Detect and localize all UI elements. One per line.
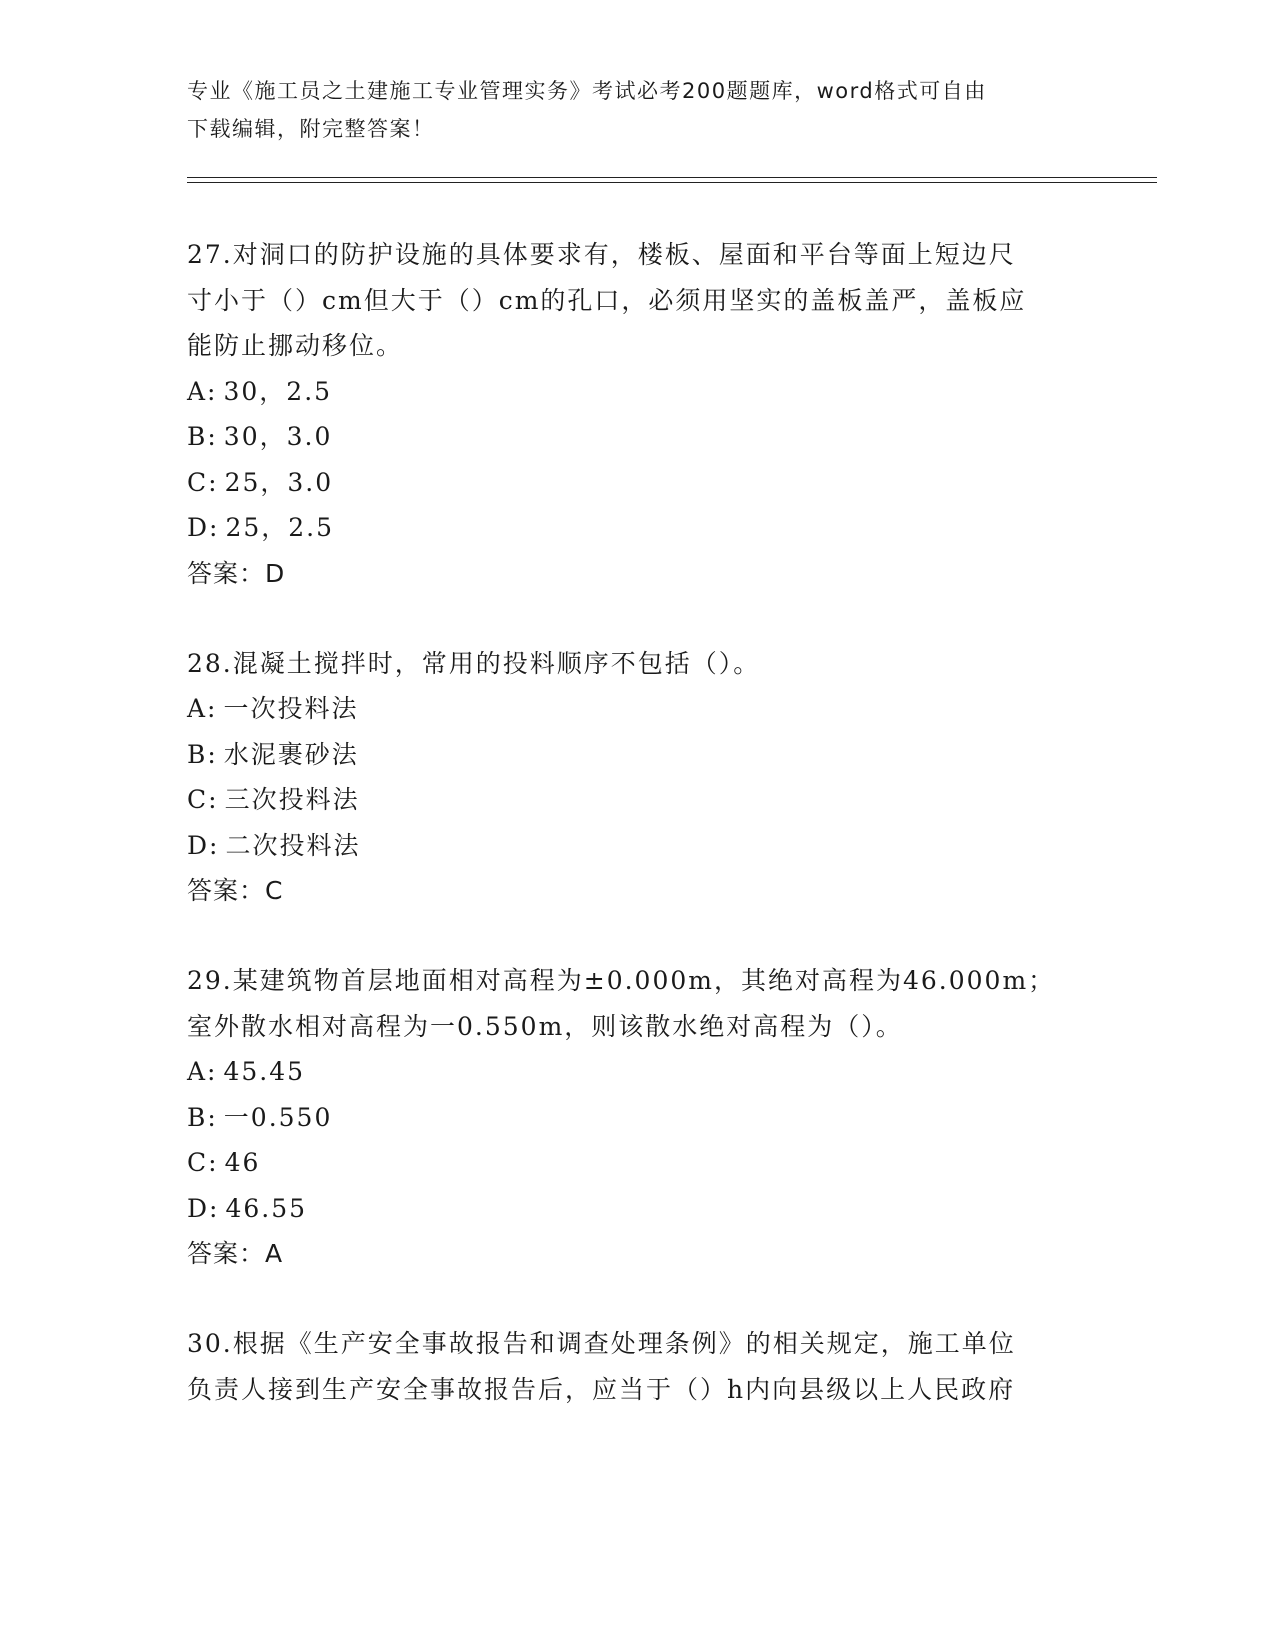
document-header (187, 72, 1087, 148)
option-text: 45.45 (223, 1057, 306, 1086)
question-text-line: 负责人接到生产安全事故报告后，应当于（）h内向县级以上人民政府 (187, 1374, 1016, 1404)
question-text-line: 室外散水相对高程为一0.550m，则该散水绝对高程为（）。 (187, 1011, 903, 1041)
option-text: 25，3.0 (224, 467, 334, 497)
answer-line: 答案：C (187, 876, 284, 905)
header-divider-bottom (187, 182, 1157, 183)
question-text-line: 30.根据《生产安全事故报告和调查处理条例》的相关规定，施工单位 (187, 1329, 1016, 1358)
question-text-line: 能防止挪动移位。 (187, 331, 404, 360)
option-letter: A: (187, 694, 218, 723)
option-letter: B: (187, 422, 218, 451)
option-letter: B: (187, 1102, 218, 1132)
option-letter: D: (187, 1193, 220, 1223)
question-text-line: 寸小于（）cm但大于（）cm的孔口，必须用坚实的盖板盖严，盖板应 (187, 285, 1027, 315)
question-27 (187, 232, 1087, 597)
option-text: 46 (224, 1148, 261, 1177)
question-28 (187, 641, 1087, 915)
option-letter: A: (187, 376, 218, 406)
option-a (187, 686, 1087, 732)
option-letter: C: (187, 467, 219, 497)
option-c (187, 460, 1087, 506)
option-text: 三次投料法 (224, 785, 360, 814)
option-d (187, 1186, 1087, 1232)
question-29 (187, 958, 1087, 1277)
option-letter: A: (187, 1057, 218, 1086)
header-line-1: 专业《施工员之土建施工专业管理实务》考试必考200题题库，word格式可自由 (187, 79, 987, 103)
question-text-line: 28.混凝土搅拌时，常用的投料顺序不包括（）。 (187, 648, 761, 678)
option-a (187, 369, 1087, 415)
option-letter: D: (187, 513, 220, 542)
option-text: 46.55 (225, 1193, 308, 1223)
option-letter: D: (187, 830, 220, 860)
question-text-line: 27.对洞口的防护设施的具体要求有，楼板、屋面和平台等面上短边尺 (187, 240, 1016, 269)
option-text: 二次投料法 (225, 830, 361, 860)
option-letter: C: (187, 785, 219, 814)
option-text: 30，2.5 (223, 376, 333, 406)
option-d (187, 505, 1087, 551)
answer-line: 答案：D (187, 558, 286, 588)
question-30 (187, 1321, 1087, 1412)
option-b (187, 732, 1087, 778)
answer-line: 答案：A (187, 1239, 284, 1268)
header-line-2: 下载编辑，附完整答案！ (187, 117, 435, 141)
option-text: 30，3.0 (223, 422, 333, 451)
option-letter: C: (187, 1148, 219, 1177)
option-text: 一0.550 (223, 1102, 333, 1132)
option-d (187, 823, 1087, 869)
option-letter: B: (187, 739, 218, 769)
option-b (187, 1095, 1087, 1141)
question-list (187, 232, 1087, 1456)
header-divider-top (187, 177, 1157, 178)
option-b (187, 414, 1087, 460)
option-c (187, 777, 1087, 823)
option-text: 25，2.5 (225, 513, 335, 542)
question-text-line: 29.某建筑物首层地面相对高程为±0.000m，其绝对高程为46.000m； (187, 966, 1056, 995)
option-c (187, 1140, 1087, 1186)
option-text: 一次投料法 (223, 694, 359, 723)
option-a (187, 1049, 1087, 1095)
option-text: 水泥裹砂法 (223, 739, 359, 769)
